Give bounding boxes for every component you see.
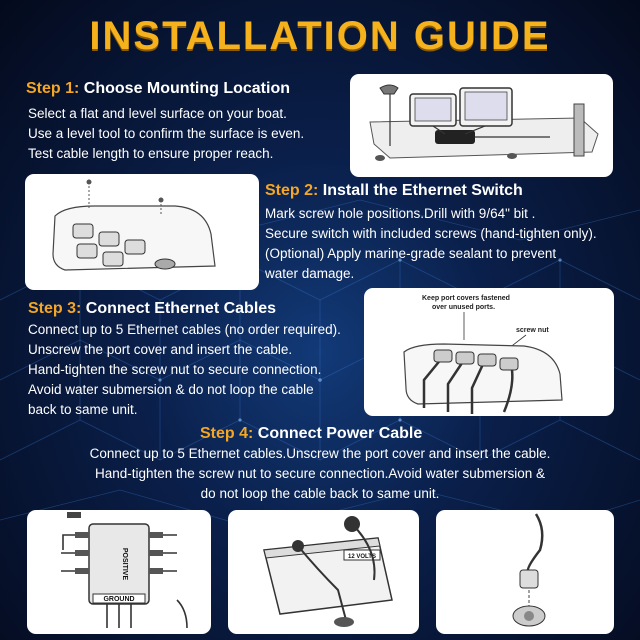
- step-4-title: Connect Power Cable: [257, 425, 423, 442]
- page-title: INSTALLATION GUIDE: [89, 14, 551, 58]
- step-2-line: water damage.: [265, 266, 355, 281]
- step-2-title: Install the Ethernet Switch: [322, 182, 523, 199]
- step-2-text: [265, 204, 597, 284]
- step-2-heading: [265, 182, 523, 200]
- step-4-number: Step 4:: [200, 425, 254, 442]
- positive-label: POSITIVE: [121, 547, 128, 581]
- step-3-heading: [28, 300, 276, 318]
- screw-nut-label: screw nut: [516, 327, 549, 334]
- step-4-line: Connect up to 5 Ethernet cables.Unscrew the port cover and insert the cable.: [89, 446, 551, 461]
- step-4-line: do not loop the cable back to same unit.: [200, 486, 440, 501]
- step-4-line: Hand-tighten the screw nut to secure connection.Avoid water submersion &: [95, 466, 545, 481]
- step-4-heading: [200, 425, 422, 443]
- step-2-line: (Optional) Apply marine-grade sealant to prevent: [265, 246, 557, 261]
- step-3-title: Connect Ethernet Cables: [85, 300, 277, 317]
- step-3-line: back to same unit.: [28, 402, 138, 417]
- boat-diagram-image: [350, 74, 613, 177]
- step-1-text: [28, 104, 304, 164]
- step-3-text: [28, 320, 341, 420]
- ground-label: GROUND: [103, 596, 135, 603]
- cable-connection-image: [364, 288, 614, 416]
- step-3-line: Unscrew the port cover and insert the cable.: [28, 342, 293, 357]
- switch-mounting-image: [25, 174, 259, 290]
- step-3-line: Avoid water submersion & do not loop the cable: [28, 382, 314, 397]
- battery-label: 12 VOLTS: [348, 554, 376, 560]
- step-2-line: Secure switch with included screws (hand-tighten only).: [265, 226, 597, 241]
- step-1-number: Step 1:: [26, 80, 80, 97]
- battery-image: [228, 510, 419, 634]
- power-connector-image: [436, 510, 614, 634]
- step-1-line: Select a flat and level surface on your boat.: [28, 106, 287, 121]
- step-3-number: Step 3:: [28, 300, 82, 317]
- step-1-line: Use a level tool to confirm the surface is even.: [28, 126, 305, 141]
- port-covers-label-1: Keep port covers fastened: [422, 295, 510, 302]
- terminal-block-image: [27, 510, 211, 634]
- step-1-heading: [26, 80, 290, 98]
- step-1-line: Test cable length to ensure proper reach.: [28, 146, 274, 161]
- step-2-number: Step 2:: [265, 182, 319, 199]
- port-covers-label-2: over unused ports.: [432, 304, 496, 311]
- step-2-line: Mark screw hole positions.Drill with 9/64" bit .: [265, 206, 536, 221]
- step-3-line: Connect up to 5 Ethernet cables (no order required).: [28, 322, 341, 337]
- step-3-line: Hand-tighten the screw nut to secure connection.: [28, 362, 322, 377]
- step-1-title: Choose Mounting Location: [83, 80, 290, 97]
- step-4-text: [0, 444, 640, 504]
